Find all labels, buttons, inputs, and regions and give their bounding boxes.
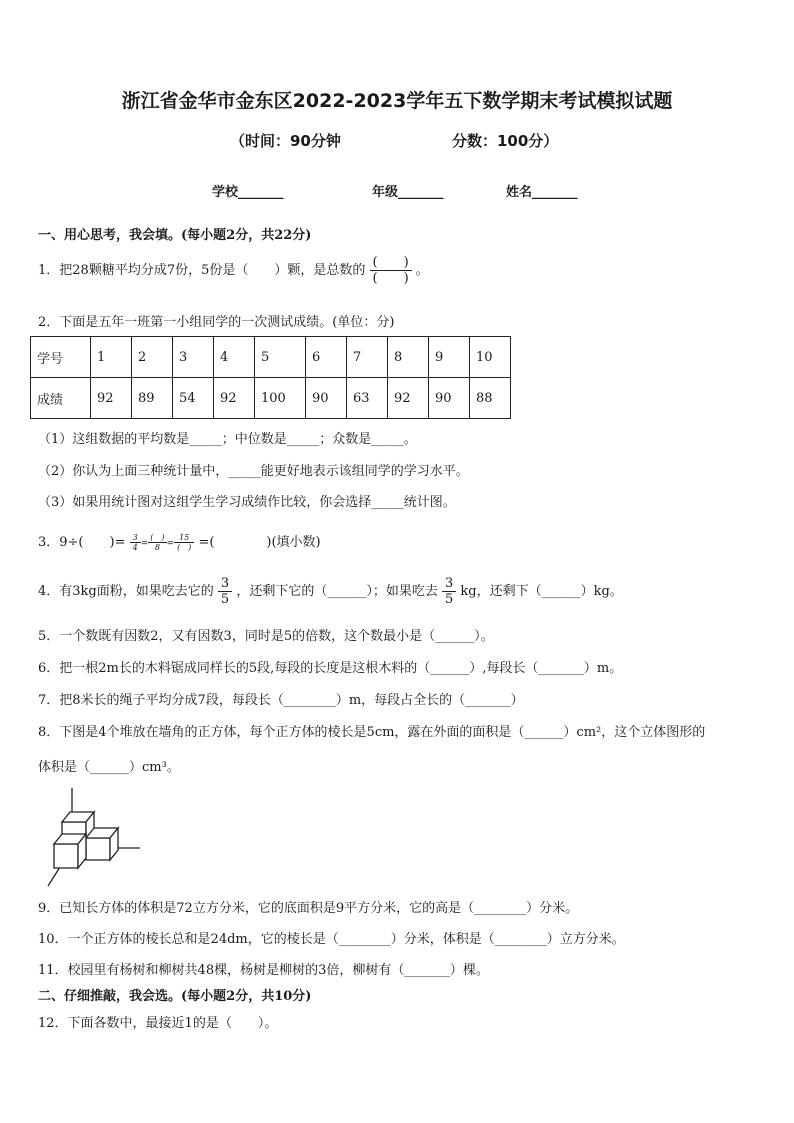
table-cell: 90 bbox=[306, 378, 347, 419]
table-cell: 4 bbox=[214, 337, 255, 378]
question-9: 9．已知长方体的体积是72立方分米，它的底面积是9平方分米，它的高是（________）分米。 bbox=[38, 901, 579, 916]
question-4-part-a: 4．有3kg面粉，如果吃去它的 bbox=[38, 584, 214, 599]
score-label: 分数：100分） bbox=[452, 132, 559, 150]
table-cell: 学号 bbox=[31, 337, 91, 378]
exam-title: 浙江省金华市金东区2022-2023学年五下数学期末考试模拟试题 bbox=[121, 90, 673, 112]
fraction-denominator: ( ) bbox=[177, 542, 192, 552]
fraction-denominator: 5 bbox=[444, 592, 454, 607]
table-cell: 2 bbox=[132, 337, 173, 378]
question-4-fraction-2 bbox=[442, 577, 456, 606]
question-1-fraction bbox=[370, 256, 412, 285]
fraction-denominator: 4 bbox=[132, 542, 138, 552]
table-cell: 8 bbox=[388, 337, 429, 378]
question-2: 2．下面是五年一班第一小组同学的一次测试成绩。(单位：分) bbox=[38, 315, 395, 330]
question-1 bbox=[38, 256, 429, 285]
question-3-fraction-3 bbox=[174, 534, 194, 552]
question-3: 3．9÷( )= $\frac{3}{4}$ = $\frac{( )}{8}$ = $\frac{15}{( )}$ =( )(填小数) bbox=[38, 532, 321, 552]
table-cell: 100 bbox=[255, 378, 306, 419]
question-3-suffix: =( )(填小数) bbox=[198, 535, 321, 550]
question-4-fraction-1 bbox=[218, 577, 232, 606]
question-10: 10．一个正方体的棱长总和是24dm，它的棱长是（________）分米，体积是（________）立方分米。 bbox=[38, 932, 625, 947]
question-2-part-1: （1）这组数据的平均数是_____；中位数是_____；众数是_____。 bbox=[38, 432, 417, 447]
question-4-part-c: kg，还剩下（______）kg。 bbox=[460, 584, 623, 599]
table-cell: 63 bbox=[347, 378, 388, 419]
fraction-numerator: 3 bbox=[218, 577, 232, 592]
fraction-numerator: ( ) bbox=[370, 256, 412, 271]
question-6: 6．把一根2m长的木料锯成同样长的5段,每段的长度是这根木料的（______）,每段长（_______）m。 bbox=[38, 661, 623, 676]
grade-field: 年级_______ bbox=[372, 185, 444, 200]
table-cell: 92 bbox=[214, 378, 255, 419]
table-cell: 成绩 bbox=[31, 378, 91, 419]
question-1-end: 。 bbox=[415, 263, 429, 278]
section-1-heading: 一、用心思考，我会填。(每小题2分，共22分) bbox=[38, 228, 312, 243]
question-8-line-2: 体积是（______）cm³。 bbox=[38, 760, 180, 775]
table-cell: 92 bbox=[91, 378, 132, 419]
fraction-numerator: ( ) bbox=[150, 532, 165, 542]
table-cell: 88 bbox=[470, 378, 511, 419]
fraction-numerator: 3 bbox=[130, 534, 141, 543]
table-cell: 54 bbox=[173, 378, 214, 419]
name-field: 姓名_______ bbox=[506, 185, 578, 200]
question-3-prefix: 3．9÷( )= bbox=[38, 535, 126, 550]
fraction-denominator: ( ) bbox=[372, 271, 409, 286]
question-2-part-2: （2）你认为上面三种统计量中，_____能更好地表示该组同学的学习水平。 bbox=[38, 464, 469, 479]
table-row-score bbox=[31, 378, 511, 419]
question-7: 7．把8米长的绳子平均分成7段，每段长（________）m，每段占全长的（_______） bbox=[38, 693, 524, 708]
table-cell: 3 bbox=[173, 337, 214, 378]
table-cell: 1 bbox=[91, 337, 132, 378]
section-2-heading: 二、仔细推敲，我会选。(每小题2分，共10分) bbox=[38, 989, 312, 1004]
time-label: （时间：90分钟 bbox=[230, 132, 341, 150]
table-cell: 6 bbox=[306, 337, 347, 378]
question-3-fraction-1 bbox=[130, 534, 141, 552]
question-5: 5．一个数既有因数2，又有因数3，同时是5的倍数，这个数最小是（______）。 bbox=[38, 629, 494, 644]
question-12: 12．下面各数中，最接近1的是（ ）。 bbox=[38, 1016, 278, 1031]
question-11: 11．校园里有杨树和柳树共48棵，杨树是柳树的3倍，柳树有（_______）棵。 bbox=[38, 963, 489, 978]
fraction-denominator: 8 bbox=[154, 542, 160, 552]
fraction-denominator: 5 bbox=[220, 592, 230, 607]
table-cell: 90 bbox=[429, 378, 470, 419]
stacked-cubes-figure bbox=[44, 786, 144, 890]
table-cell: 9 bbox=[429, 337, 470, 378]
question-4 bbox=[38, 577, 623, 606]
fraction-numerator: 3 bbox=[442, 577, 456, 592]
table-cell: 89 bbox=[132, 378, 173, 419]
table-cell: 7 bbox=[347, 337, 388, 378]
table-cell: 92 bbox=[388, 378, 429, 419]
question-2-part-3: （3）如果用统计图对这组学生学习成绩作比较，你会选择_____统计图。 bbox=[38, 495, 456, 510]
table-row-number bbox=[31, 337, 511, 378]
question-3-fraction-2 bbox=[148, 534, 166, 552]
fraction-numerator: 15 bbox=[174, 534, 194, 543]
scores-table bbox=[30, 336, 511, 419]
question-1-text: 1．把28颗糖平均分成7份，5份是（ ）颗，是总数的 bbox=[38, 263, 366, 278]
table-cell: 10 bbox=[470, 337, 511, 378]
question-4-part-b: ，还剩下它的（______）；如果吃去 bbox=[236, 584, 438, 599]
question-8-line-1: 8．下图是4个堆放在墙角的正方体，每个正方体的棱长是5cm，露在外面的面积是（______）cm²，这个立体图形的 bbox=[38, 725, 706, 740]
table-cell: 5 bbox=[255, 337, 306, 378]
school-field: 学校_______ bbox=[212, 185, 284, 200]
